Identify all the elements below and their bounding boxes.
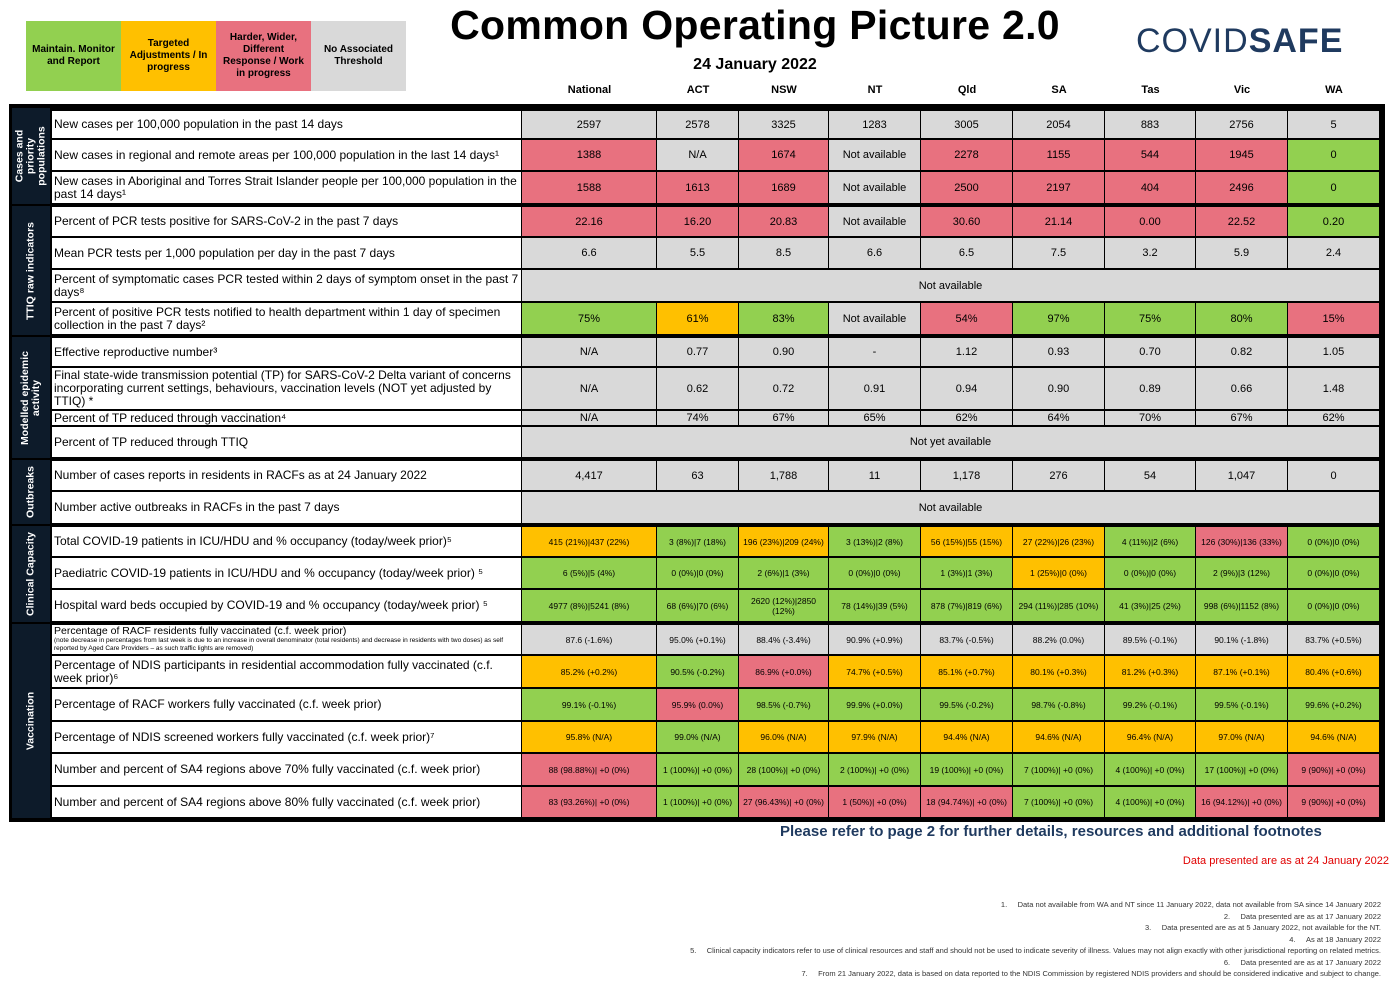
section-label-line: Vaccination [24,691,37,751]
merged-cell: Not yet available [522,427,1379,457]
value-cell-qld: 0.94 [921,368,1012,409]
value-cell-sa: 276 [1013,461,1104,490]
legend-item: No Associated Threshold [311,21,406,91]
value-cell-tas: 4 (11%)|2 (6%) [1105,527,1195,556]
value-cell-nsw: 196 (23%)|209 (24%) [739,527,828,556]
column-header-qld: Qld [957,84,977,96]
value-cell-nt: 3 (13%)|2 (8%) [829,527,920,556]
value-cell-tas: 96.4% (N/A) [1105,722,1195,752]
value-cell-sa: 294 (11%)|285 (10%) [1013,590,1104,621]
value-cell-vic: 80% [1196,303,1287,334]
value-cell-nt: 11 [829,461,920,490]
value-cell-nt: 65% [829,411,920,425]
value-cell-national: N/A [522,368,656,409]
value-cell-nsw: 0.72 [739,368,828,409]
data-as-at: Data presented are as at 24 January 2022 [1182,855,1389,867]
value-cell-national: 83 (93.26%)| +0 (0%) [522,787,656,817]
indicator-table [9,104,1385,822]
value-cell-sa: 0.93 [1013,338,1104,366]
section-label [12,337,50,458]
value-cell-nsw: 28 (100%)| +0 (0%) [739,754,828,785]
value-cell-qld: 99.5% (-0.2%) [921,689,1012,720]
value-cell-vic: 0.82 [1196,338,1287,366]
value-cell-act: 95.9% (0.0%) [657,689,738,720]
value-cell-tas: 81.2% (+0.3%) [1105,656,1195,687]
row-label-text: Number of cases reports in residents in RACFs as at 24 January 2022 [54,468,427,482]
value-cell-nt: Not available [829,172,920,203]
value-cell-wa: 1.05 [1288,338,1379,366]
section-label-line: priority [24,137,37,175]
page-title: Common Operating Picture 2.0 [450,2,1060,48]
value-cell-vic: 99.5% (-0.1%) [1196,689,1287,720]
row-label-text: New cases in regional and remote areas per 100,000 population in the last 14 days¹ [54,147,499,162]
value-cell-nsw: 0.90 [739,338,828,366]
value-cell-nt: 78 (14%)|39 (5%) [829,590,920,621]
value-cell-nt: 1 (50%)| +0 (0%) [829,787,920,817]
section-label-text [26,532,37,616]
value-cell-wa: 15% [1288,303,1379,334]
section-label-line: Cases and [13,129,26,183]
value-cell-act: 90.5% (-0.2%) [657,656,738,687]
row-label [52,527,521,556]
value-cell-national: 85.2% (+0.2%) [522,656,656,687]
column-header-nsw: NSW [771,84,797,96]
value-cell-national: 75% [522,303,656,334]
row-label-text: Percent of positive PCR tests notified to health department within 1 day of specimen collection in the past 7 days² [54,304,501,332]
legend-item: Harder, Wider, Different Response / Work in progress [216,21,311,91]
value-cell-act: 68 (6%)|70 (6%) [657,590,738,621]
value-cell-nt: 2 (100%)| +0 (0%) [829,754,920,785]
row-label [52,368,521,409]
value-cell-national: 6.6 [522,238,656,268]
value-cell-act: 0.62 [657,368,738,409]
value-cell-national: 22.16 [522,207,656,236]
row-label-text: Total COVID-19 patients in ICU/HDU and % occupancy (today/week prior)⁵ [54,534,452,548]
value-cell-nsw: 8.5 [739,238,828,268]
value-cell-national: 1388 [522,140,656,170]
value-cell-sa: 94.6% (N/A) [1013,722,1104,752]
value-cell-qld: 62% [921,411,1012,425]
footnote: 4. As at 18 January 2022 [1289,934,1381,944]
value-cell-nsw: 88.4% (-3.4%) [739,625,828,654]
refer-note: Please refer to page 2 for further details, resources and additional footnotes [780,823,1322,840]
row-label-text: Hospital ward beds occupied by COVID-19 and % occupancy (today/week prior) ⁵ [54,598,488,612]
value-cell-nsw: 98.5% (-0.7%) [739,689,828,720]
value-cell-qld: 30.60 [921,207,1012,236]
value-cell-qld: 56 (15%)|55 (15%) [921,527,1012,556]
value-cell-qld: 19 (100%)| +0 (0%) [921,754,1012,785]
value-cell-nt: - [829,338,920,366]
value-cell-vic: 90.1% (-1.8%) [1196,625,1287,654]
row-label [52,461,521,490]
row-label-text: New cases in Aboriginal and Torres Strait Islander people per 100,000 population in the past 14 days¹ [54,173,517,201]
value-cell-qld: 1,178 [921,461,1012,490]
value-cell-wa: 5 [1288,111,1379,138]
value-cell-sa: 27 (22%)|26 (23%) [1013,527,1104,556]
row-label [52,338,521,366]
value-cell-tas: 0.70 [1105,338,1195,366]
value-cell-sa: 88.2% (0.0%) [1013,625,1104,654]
value-cell-national: 95.8% (N/A) [522,722,656,752]
value-cell-sa: 1 (25%)|0 (0%) [1013,558,1104,588]
row-label [52,590,521,621]
value-cell-vic: 87.1% (+0.1%) [1196,656,1287,687]
row-label-text: Percent of TP reduced through vaccination⁴ [54,411,287,425]
row-label [52,787,521,817]
section-label-line: Modelled epidemic [19,350,31,445]
value-cell-national: 99.1% (-0.1%) [522,689,656,720]
value-cell-wa: 0.20 [1288,207,1379,236]
value-cell-wa: 0 (0%)|0 (0%) [1288,558,1379,588]
logo-part-covid: COVID [1136,22,1249,60]
value-cell-tas: 883 [1105,111,1195,138]
value-cell-nsw: 96.0% (N/A) [739,722,828,752]
value-cell-nsw: 2620 (12%)|2850 (12%) [739,590,828,621]
column-headers [0,84,1395,98]
merged-cell: Not available [522,492,1379,523]
value-cell-nt: 97.9% (N/A) [829,722,920,752]
value-cell-qld: 2278 [921,140,1012,170]
value-cell-nt: 90.9% (+0.9%) [829,625,920,654]
row-label [52,625,521,654]
value-cell-tas: 404 [1105,172,1195,203]
value-cell-nt: 74.7% (+0.5%) [829,656,920,687]
row-label-text: Number active outbreaks in RACFs in the past 7 days [54,500,340,514]
value-cell-act: 2578 [657,111,738,138]
value-cell-sa: 97% [1013,303,1104,334]
row-label-text: Percentage of RACF residents fully vaccinated (c.f. week prior) [54,625,347,637]
value-cell-qld: 1 (3%)|1 (3%) [921,558,1012,588]
value-cell-nt: 0.91 [829,368,920,409]
value-cell-wa: 83.7% (+0.5%) [1288,625,1379,654]
row-label-text: Percent of PCR tests positive for SARS-CoV-2 in the past 7 days [54,214,399,228]
value-cell-qld: 54% [921,303,1012,334]
report-date: 24 January 2022 [693,56,817,73]
row-label-text: Mean PCR tests per 1,000 population per day in the past 7 days [54,245,395,260]
value-cell-qld: 83.7% (-0.5%) [921,625,1012,654]
value-cell-tas: 54 [1105,461,1195,490]
row-label-text: Paediatric COVID-19 patients in ICU/HDU and % occupancy (today/week prior) ⁵ [54,565,484,580]
value-cell-nt: 0 (0%)|0 (0%) [829,558,920,588]
section-label-line: Outbreaks [24,466,37,518]
value-cell-wa: 9 (90%)| +0 (0%) [1288,787,1379,817]
value-cell-nsw: 27 (96.43%)| +0 (0%) [739,787,828,817]
section-label-line: activity [30,379,42,416]
value-cell-vic: 5.9 [1196,238,1287,268]
section-label-line: Clinical Capacity [24,531,37,617]
legend-item: Targeted Adjustments / In progress [121,21,216,91]
value-cell-sa: 0.90 [1013,368,1104,409]
value-cell-wa: 0 [1288,461,1379,490]
row-label [52,722,521,752]
value-cell-vic: 126 (30%)|136 (33%) [1196,527,1287,556]
value-cell-qld: 3005 [921,111,1012,138]
row-label-text: Percentage of NDIS participants in residential accommodation fully vaccinated (c.f. week prior)⁶ [54,657,493,685]
value-cell-vic: 67% [1196,411,1287,425]
value-cell-tas: 70% [1105,411,1195,425]
row-label-text: Number and percent of SA4 regions above 70% fully vaccinated (c.f. week prior) [54,762,481,776]
value-cell-nsw: 67% [739,411,828,425]
value-cell-sa: 2054 [1013,111,1104,138]
value-cell-act: 5.5 [657,238,738,268]
value-cell-national: N/A [522,411,656,425]
value-cell-tas: 41 (3%)|25 (2%) [1105,590,1195,621]
value-cell-nt: Not available [829,207,920,236]
value-cell-tas: 89.5% (-0.1%) [1105,625,1195,654]
value-cell-qld: 2500 [921,172,1012,203]
value-cell-tas: 544 [1105,140,1195,170]
column-header-national: National [567,84,612,96]
row-label [52,656,521,687]
value-cell-tas: 3.2 [1105,238,1195,268]
value-cell-nt: Not available [829,303,920,334]
value-cell-national: 2597 [522,111,656,138]
row-label-text: Percent of symptomatic cases PCR tested within 2 days of symptom onset in the past 7 days⁸ [54,271,519,299]
row-label-text: Percentage of RACF workers fully vaccinated (c.f. week prior) [54,697,382,711]
row-label-text: Percent of TP reduced through TTIQ [54,434,249,449]
value-cell-wa: 94.6% (N/A) [1288,722,1379,752]
logo-part-safe: SAFE [1248,22,1344,60]
row-label [52,558,521,588]
row-label [52,270,521,301]
value-cell-nt: Not available [829,140,920,170]
column-header-sa: SA [1051,84,1067,96]
value-cell-vic: 16 (94.12%)| +0 (0%) [1196,787,1287,817]
footnote: 3. Data presented are as at 5 January 2022, not available for the NT. [1145,923,1381,932]
value-cell-act: 0.77 [657,338,738,366]
value-cell-sa: 2197 [1013,172,1104,203]
value-cell-sa: 7.5 [1013,238,1104,268]
section-label-line: TTIQ raw indicators [24,221,37,320]
row-label-text: Percentage of NDIS screened workers fully vaccinated (c.f. week prior)⁷ [54,729,435,744]
value-cell-nt: 99.9% (+0.0%) [829,689,920,720]
value-cell-nsw: 20.83 [739,207,828,236]
value-cell-nt: 6.6 [829,238,920,268]
section-label-text [15,126,48,186]
value-cell-nt: 1283 [829,111,920,138]
column-header-tas: Tas [1141,84,1160,96]
row-label [52,172,521,203]
value-cell-nsw: 3325 [739,111,828,138]
section-label [12,526,50,622]
value-cell-qld: 878 (7%)|819 (6%) [921,590,1012,621]
value-cell-wa: 0 (0%)|0 (0%) [1288,527,1379,556]
value-cell-wa: 99.6% (+0.2%) [1288,689,1379,720]
row-label-text: Number and percent of SA4 regions above 80% fully vaccinated (c.f. week prior) [54,794,481,809]
footnote: 6. Data presented are as at 17 January 2022 [1223,957,1381,967]
footnote: 1. Data not available from WA and NT since 11 January 2022, data not available from SA since 14 January 2022 [1000,900,1381,909]
column-header-vic: Vic [1233,84,1251,96]
value-cell-act: 3 (8%)|7 (18%) [657,527,738,556]
value-cell-vic: 2496 [1196,172,1287,203]
value-cell-national: 88 (98.88%)| +0 (0%) [522,754,656,785]
value-cell-wa: 0 [1288,172,1379,203]
value-cell-qld: 6.5 [921,238,1012,268]
value-cell-act: 63 [657,461,738,490]
value-cell-sa: 7 (100%)| +0 (0%) [1013,787,1104,817]
value-cell-tas: 0.89 [1105,368,1195,409]
value-cell-national: 1588 [522,172,656,203]
value-cell-sa: 98.7% (-0.8%) [1013,689,1104,720]
legend-item: Maintain. Monitor and Report [26,21,121,91]
value-cell-tas: 0.00 [1105,207,1195,236]
column-header-nt: NT [867,84,883,96]
value-cell-qld: 85.1% (+0.7%) [921,656,1012,687]
value-cell-qld: 1.12 [921,338,1012,366]
value-cell-national: 4977 (8%)|5241 (8%) [522,590,656,621]
value-cell-sa: 7 (100%)| +0 (0%) [1013,754,1104,785]
row-label-text: New cases per 100,000 population in the past 14 days [54,117,343,131]
value-cell-wa: 0 (0%)|0 (0%) [1288,590,1379,621]
value-cell-tas: 4 (100%)| +0 (0%) [1105,754,1195,785]
value-cell-act: 1613 [657,172,738,203]
value-cell-wa: 62% [1288,411,1379,425]
value-cell-nsw: 1689 [739,172,828,203]
value-cell-wa: 0 [1288,140,1379,170]
value-cell-act: 99.0% (N/A) [657,722,738,752]
value-cell-vic: 22.52 [1196,207,1287,236]
covidsafe-logo [1136,22,1343,61]
footnote: 7. From 21 January 2022, data is based on data reported to the NDIS Commission by registered NDIS providers and should be considered indicative and subject to change. [801,969,1381,978]
value-cell-national: 6 (5%)|5 (4%) [522,558,656,588]
section-label-text [26,692,37,750]
value-cell-act: 61% [657,303,738,334]
value-cell-act: 16.20 [657,207,738,236]
footnotes [690,899,1381,980]
value-cell-wa: 9 (90%)| +0 (0%) [1288,754,1379,785]
row-label-note: (note decrease in percentages from last week is due to an increase in overall denominator (total residents) and decrease in residents with two doses) as self reported by Aged Care Providers – as such traffic lights are removed) [54,637,504,652]
value-cell-national: N/A [522,338,656,366]
section-label-text [20,351,42,445]
value-cell-national: 415 (21%)|437 (22%) [522,527,656,556]
value-cell-vic: 0.66 [1196,368,1287,409]
section-label [12,460,50,524]
row-label [52,427,521,457]
row-label [52,140,521,170]
section-label-text [26,466,37,518]
row-label [52,207,521,236]
value-cell-wa: 80.4% (+0.6%) [1288,656,1379,687]
value-cell-vic: 17 (100%)| +0 (0%) [1196,754,1287,785]
row-label [52,111,521,138]
value-cell-sa: 21.14 [1013,207,1104,236]
value-cell-act: 1 (100%)| +0 (0%) [657,754,738,785]
value-cell-nsw: 86.9% (+0.0%) [739,656,828,687]
section-label-line: populations [35,126,48,186]
row-label [52,411,521,425]
column-header-wa: WA [1325,84,1343,96]
section-label [12,108,50,204]
legend [26,21,406,91]
value-cell-tas: 4 (100%)| +0 (0%) [1105,787,1195,817]
value-cell-vic: 1,047 [1196,461,1287,490]
section-label [12,206,50,335]
footnote: 5. Clinical capacity indicators refer to use of clinical resources and staff and should not be used to indicate severity of illness. Values may not align exactly with other jurisdictional reporting on related metrics. [690,946,1381,955]
row-label-text: Effective reproductive number³ [54,344,218,359]
column-header-act: ACT [686,84,710,96]
footnote: 2. Data presented are as at 17 January 2022 [1223,911,1381,921]
section-label-text [26,221,37,319]
value-cell-nsw: 1674 [739,140,828,170]
value-cell-wa: 1.48 [1288,368,1379,409]
value-cell-vic: 2756 [1196,111,1287,138]
value-cell-nsw: 2 (6%)|1 (3%) [739,558,828,588]
value-cell-qld: 18 (94.74%)| +0 (0%) [921,787,1012,817]
value-cell-act: N/A [657,140,738,170]
value-cell-sa: 80.1% (+0.3%) [1013,656,1104,687]
row-label [52,492,521,523]
row-label-text: Final state-wide transmission potential (TP) for SARS-CoV-2 Delta variant of concerns incorporating current settings, behaviours, vaccination levels (NOT yet adjusted by TTIQ) * [54,368,511,408]
value-cell-sa: 64% [1013,411,1104,425]
value-cell-nsw: 83% [739,303,828,334]
row-label [52,689,521,720]
merged-cell: Not available [522,270,1379,301]
value-cell-wa: 2.4 [1288,238,1379,268]
value-cell-act: 74% [657,411,738,425]
section-label [12,624,50,818]
value-cell-tas: 75% [1105,303,1195,334]
row-label [52,238,521,268]
value-cell-act: 1 (100%)| +0 (0%) [657,787,738,817]
value-cell-tas: 0 (0%)|0 (0%) [1105,558,1195,588]
value-cell-nsw: 1,788 [739,461,828,490]
value-cell-vic: 2 (9%)|3 (12%) [1196,558,1287,588]
row-label [52,303,521,334]
value-cell-qld: 94.4% (N/A) [921,722,1012,752]
value-cell-vic: 1945 [1196,140,1287,170]
value-cell-act: 0 (0%)|0 (0%) [657,558,738,588]
value-cell-vic: 97.0% (N/A) [1196,722,1287,752]
value-cell-national: 4,417 [522,461,656,490]
value-cell-act: 95.0% (+0.1%) [657,625,738,654]
value-cell-sa: 1155 [1013,140,1104,170]
value-cell-vic: 998 (6%)|1152 (8%) [1196,590,1287,621]
value-cell-tas: 99.2% (-0.1%) [1105,689,1195,720]
row-label [52,754,521,785]
value-cell-national: 87.6 (-1.6%) [522,625,656,654]
